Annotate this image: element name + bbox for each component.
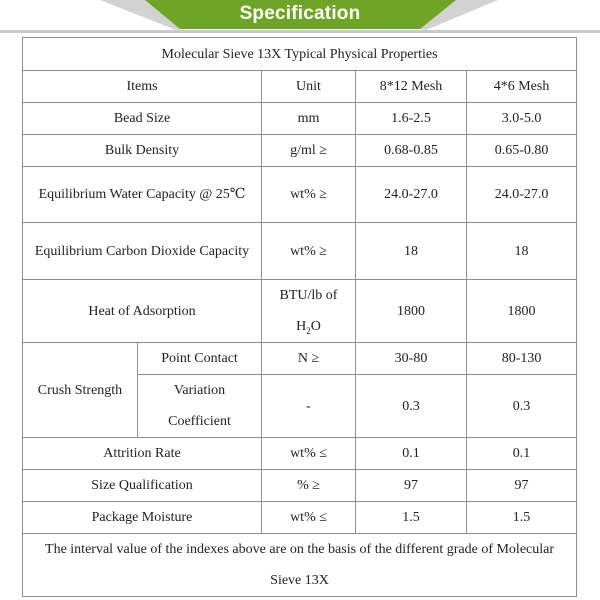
row-value-8x12: 0.68-0.85 — [356, 135, 467, 167]
row-value-8x12: 18 — [356, 223, 467, 280]
row-unit: wt% ≤ — [262, 438, 356, 470]
row-unit: % ≥ — [262, 470, 356, 502]
table-footnote — [23, 534, 577, 597]
row-value-8x12: 24.0-27.0 — [356, 167, 467, 223]
row-item: Equilibrium Carbon Dioxide Capacity — [23, 223, 262, 280]
subitem-line-1: Variation — [173, 383, 226, 398]
row-value-4x6: 97 — [467, 470, 577, 502]
row-value-4x6: 18 — [467, 223, 577, 280]
row-subitem: Point Contact — [138, 343, 262, 375]
row-item: Bead Size — [23, 103, 262, 135]
row-unit: mm — [262, 103, 356, 135]
table-row — [23, 135, 577, 167]
row-item-crush-strength: Crush Strength — [23, 343, 138, 438]
row-unit: - — [262, 375, 356, 438]
unit-o: O — [310, 319, 321, 334]
row-item: Attrition Rate — [23, 438, 262, 470]
table-footnote-row — [23, 534, 577, 597]
row-value-4x6: 3.0-5.0 — [467, 103, 577, 135]
table-row — [23, 103, 577, 135]
unit-line-2 — [266, 311, 351, 342]
row-value-4x6: 1800 — [467, 280, 577, 343]
table-header-row — [23, 71, 577, 103]
header-items: Items — [23, 71, 262, 103]
specification-banner — [0, 0, 600, 34]
row-unit: g/ml ≥ — [262, 135, 356, 167]
row-unit: wt% ≥ — [262, 167, 356, 223]
row-unit: wt% ≤ — [262, 502, 356, 534]
row-value-8x12: 0.3 — [356, 375, 467, 438]
row-value-8x12: 1.5 — [356, 502, 467, 534]
table-row — [23, 280, 577, 343]
row-unit — [262, 280, 356, 343]
table-row — [23, 470, 577, 502]
unit-h: H — [296, 319, 307, 334]
row-item: Equilibrium Water Capacity @ 25℃ — [23, 167, 262, 223]
table-caption: Molecular Sieve 13X Typical Physical Properties — [23, 38, 577, 71]
table-caption-row — [23, 38, 577, 71]
specification-table — [22, 37, 577, 597]
row-value-8x12: 0.1 — [356, 438, 467, 470]
row-unit: N ≥ — [262, 343, 356, 375]
row-value-4x6: 1.5 — [467, 502, 577, 534]
row-value-4x6: 80-130 — [467, 343, 577, 375]
row-value-8x12: 1800 — [356, 280, 467, 343]
row-item: Size Qualification — [23, 470, 262, 502]
subitem-line-2: Coefficient — [168, 414, 231, 429]
table-row — [23, 223, 577, 280]
header-8x12-mesh: 8*12 Mesh — [356, 71, 467, 103]
row-value-4x6: 24.0-27.0 — [467, 167, 577, 223]
row-value-8x12: 30-80 — [356, 343, 467, 375]
footnote-line-1: The interval value of the indexes above are on the basis of the different grade of Molecular — [45, 542, 555, 557]
unit-subscript: 2 — [306, 325, 311, 336]
unit-line-1: BTU/lb of — [279, 288, 338, 303]
header-4x6-mesh: 4*6 Mesh — [467, 71, 577, 103]
table-row — [23, 343, 577, 375]
table-row — [23, 502, 577, 534]
row-value-4x6: 0.65-0.80 — [467, 135, 577, 167]
footnote-line-2: Sieve 13X — [270, 573, 329, 588]
table-row — [23, 167, 577, 223]
row-item: Bulk Density — [23, 135, 262, 167]
row-value-4x6: 0.3 — [467, 375, 577, 438]
table-row — [23, 438, 577, 470]
row-value-4x6: 0.1 — [467, 438, 577, 470]
row-value-8x12: 97 — [356, 470, 467, 502]
header-unit: Unit — [262, 71, 356, 103]
row-item: Package Moisture — [23, 502, 262, 534]
row-unit: wt% ≥ — [262, 223, 356, 280]
row-subitem — [138, 375, 262, 438]
banner-title: Specification — [239, 3, 361, 24]
row-value-8x12: 1.6-2.5 — [356, 103, 467, 135]
row-item: Heat of Adsorption — [23, 280, 262, 343]
